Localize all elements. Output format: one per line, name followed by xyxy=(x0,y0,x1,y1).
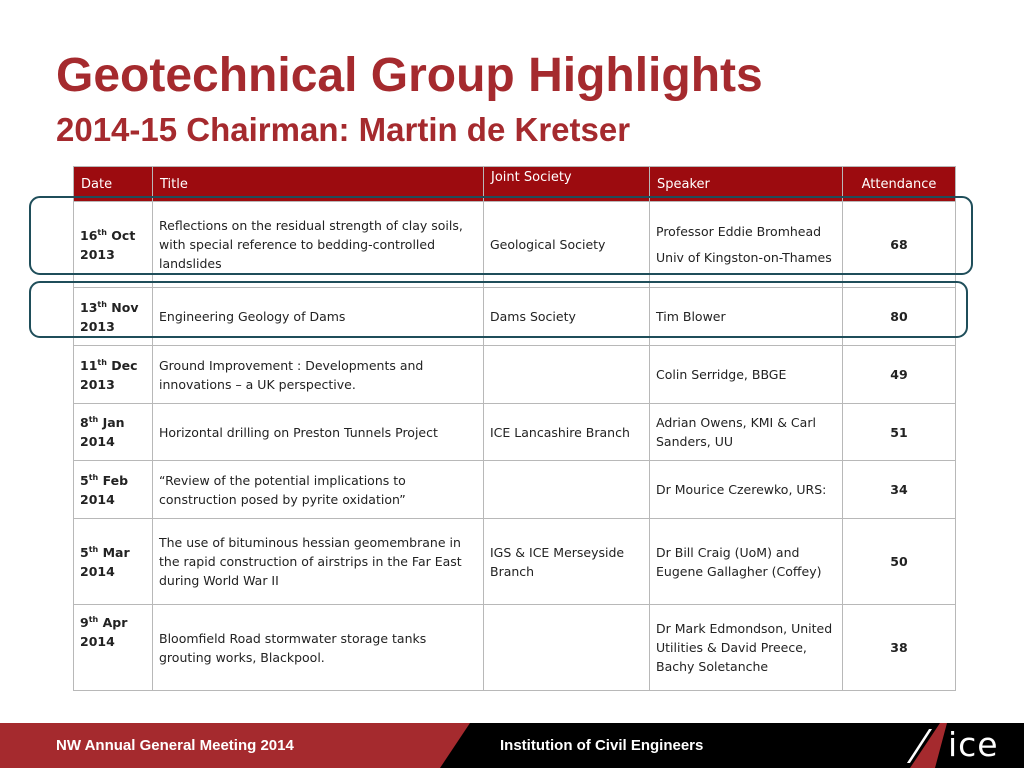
table-row xyxy=(74,519,956,605)
date-day: 9 xyxy=(80,615,89,630)
title-cell: Engineering Geology of Dams xyxy=(153,288,484,346)
date-ordinal: th xyxy=(88,414,99,424)
date-ordinal: th xyxy=(88,544,99,554)
date-day: 16 xyxy=(80,227,98,243)
date-ordinal: th xyxy=(97,299,107,309)
date-year: 2014 xyxy=(80,634,115,649)
date-day: 5 xyxy=(80,472,89,488)
highlight-box-row-2 xyxy=(29,281,968,338)
date-day: 11 xyxy=(80,357,98,373)
date-cell xyxy=(74,519,153,605)
joint-society-cell: ICE Lancashire Branch xyxy=(484,404,650,461)
table-row xyxy=(74,461,956,519)
header-joint-society: Joint Society xyxy=(484,167,650,202)
attendance-cell: 51 xyxy=(843,404,956,461)
speaker-cell: Dr Mark Edmondson, United Utilities & David Preece, Bachy Soletanche xyxy=(650,605,843,691)
joint-society-cell: IGS & ICE Merseyside Branch xyxy=(484,519,650,605)
date-cell xyxy=(74,346,153,404)
date-ordinal: th xyxy=(88,614,99,624)
date-day: 8 xyxy=(80,415,89,430)
date-month: Nov xyxy=(106,299,139,315)
title-cell: Ground Improvement : Developments and innovations – a UK perspective. xyxy=(153,346,484,404)
joint-society-cell xyxy=(484,605,650,691)
joint-society-cell: Dams Society xyxy=(484,288,650,346)
ice-logo: ice xyxy=(948,725,999,764)
date-day: 13 xyxy=(80,299,98,315)
date-month: Feb xyxy=(98,472,129,488)
joint-society-cell xyxy=(484,461,650,519)
speaker-affiliation: Univ of Kingston-on-Thames xyxy=(656,250,832,265)
date-month: Dec xyxy=(106,357,138,373)
slide-subtitle: 2014-15 Chairman: Martin de Kretser xyxy=(56,111,631,148)
attendance-cell: 38 xyxy=(843,605,956,691)
speaker-cell: Dr Bill Craig (UoM) and Eugene Gallagher (Coffey) xyxy=(650,519,843,605)
title-cell: Horizontal drilling on Preston Tunnels Project xyxy=(153,404,484,461)
speaker-cell: Dr Mourice Czerewko, URS: xyxy=(650,461,843,519)
footer-organisation-label: Institution of Civil Engineers xyxy=(500,737,704,754)
header-title: Title xyxy=(153,167,484,202)
joint-society-cell xyxy=(484,346,650,404)
date-cell xyxy=(74,461,153,519)
date-year: 2014 xyxy=(80,491,115,507)
header-speaker: Speaker xyxy=(650,167,843,202)
date-month: Oct xyxy=(106,227,136,243)
title-cell: Bloomfield Road stormwater storage tanks grouting works, Blackpool. xyxy=(153,605,484,691)
table-row xyxy=(74,605,956,691)
slide-title: Geotechnical Group Highlights xyxy=(56,49,763,102)
date-ordinal: th xyxy=(97,357,107,367)
table-row xyxy=(74,404,956,461)
joint-society-cell: Geological Society xyxy=(484,202,650,288)
date-cell xyxy=(74,605,153,691)
attendance-cell: 68 xyxy=(843,202,956,288)
speaker-name: Professor Eddie Bromhead xyxy=(656,224,822,239)
title-cell: The use of bituminous hessian geomembrane in the rapid construction of airstrips in the Far East during World War II xyxy=(153,519,484,605)
date-day: 5 xyxy=(80,544,89,560)
date-year: 2013 xyxy=(80,246,115,262)
title-cell: “Review of the potential implications to construction posed by pyrite oxidation” xyxy=(153,461,484,519)
highlight-box-row-1 xyxy=(29,196,973,275)
footer-bar xyxy=(0,723,1024,768)
date-month: Mar xyxy=(98,544,130,560)
title-cell: Reflections on the residual strength of clay soils, with special reference to bedding-controlled landslides xyxy=(153,202,484,288)
date-month: Apr xyxy=(98,615,128,630)
header-date: Date xyxy=(74,167,153,202)
table-row xyxy=(74,346,956,404)
footer-meeting-label: NW Annual General Meeting 2014 xyxy=(56,737,294,754)
speaker-cell: Colin Serridge, BBGE xyxy=(650,346,843,404)
date-year: 2013 xyxy=(80,376,115,392)
date-year: 2014 xyxy=(80,563,115,579)
date-year: 2014 xyxy=(80,434,115,449)
header-attendance: Attendance xyxy=(843,167,956,202)
speaker-cell: Adrian Owens, KMI & Carl Sanders, UU xyxy=(650,404,843,461)
attendance-cell: 50 xyxy=(843,519,956,605)
date-month: Jan xyxy=(98,415,125,430)
attendance-cell: 34 xyxy=(843,461,956,519)
date-ordinal: th xyxy=(88,472,99,482)
date-ordinal: th xyxy=(97,227,107,237)
speaker-cell: Tim Blower xyxy=(650,288,843,346)
date-cell xyxy=(74,404,153,461)
date-year: 2013 xyxy=(80,318,115,334)
attendance-cell: 80 xyxy=(843,288,956,346)
attendance-cell: 49 xyxy=(843,346,956,404)
